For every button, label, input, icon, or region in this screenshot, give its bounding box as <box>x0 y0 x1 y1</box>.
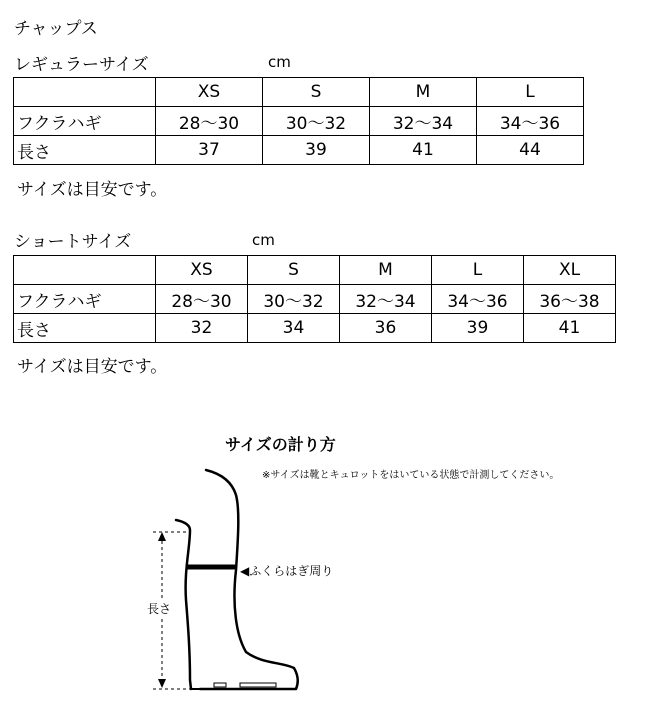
row-label-length: 長さ <box>14 136 156 165</box>
length-callout-label: 長さ <box>147 602 172 616</box>
table-cell: 30〜32 <box>248 285 340 314</box>
table-cell: 34 <box>248 314 340 343</box>
howto-note: ※サイズは靴とキュロットをはいている状態で計測してください。 <box>262 470 560 481</box>
table-cell: 41 <box>370 136 477 165</box>
table-cell: 37 <box>156 136 263 165</box>
row-label-calf: フクラハギ <box>14 285 156 314</box>
howto-title: サイズの計り方 <box>225 435 336 454</box>
regular-unit-label: cm <box>268 53 291 71</box>
table-cell: 34〜36 <box>477 107 584 136</box>
length-arrow-up-icon <box>158 532 166 541</box>
table-cell: 32〜34 <box>340 285 432 314</box>
length-arrow-down-icon <box>158 679 166 688</box>
short-size-heading: ショートサイズ <box>14 232 132 252</box>
short-size-note: サイズは目安です。 <box>17 357 168 377</box>
boot-sole-mark <box>240 683 276 687</box>
row-label-length: 長さ <box>14 314 156 343</box>
table-cell: 41 <box>524 314 616 343</box>
table-cell: 39 <box>263 136 370 165</box>
size-header-m: M <box>340 256 432 285</box>
table-cell: 28〜30 <box>156 107 263 136</box>
chaps-outline <box>176 470 298 689</box>
table-cell: 32〜34 <box>370 107 477 136</box>
table-cell: 39 <box>432 314 524 343</box>
table-cell: 36 <box>340 314 432 343</box>
boot-heel-mark <box>214 683 226 687</box>
table-cell: 44 <box>477 136 584 165</box>
size-header-l: L <box>477 78 584 107</box>
size-header-m: M <box>370 78 477 107</box>
size-header-xl: XL <box>524 256 616 285</box>
table-cell: 36〜38 <box>524 285 616 314</box>
calf-callout-label: ◀ふくらはぎ周り <box>240 564 334 578</box>
size-header-s: S <box>263 78 370 107</box>
size-header-xs: XS <box>156 78 263 107</box>
table-cell: 30〜32 <box>263 107 370 136</box>
regular-size-note: サイズは目安です。 <box>17 180 168 200</box>
page-title: チャップス <box>14 19 98 39</box>
table-cell: 28〜30 <box>156 285 248 314</box>
size-header-xs: XS <box>156 256 248 285</box>
table-cell: 34〜36 <box>432 285 524 314</box>
short-unit-label: cm <box>252 231 275 249</box>
table-cell: 32 <box>156 314 248 343</box>
size-header-s: S <box>248 256 340 285</box>
regular-size-heading: レギュラーサイズ <box>14 55 149 75</box>
row-label-calf: フクラハギ <box>14 107 156 136</box>
size-header-l: L <box>432 256 524 285</box>
